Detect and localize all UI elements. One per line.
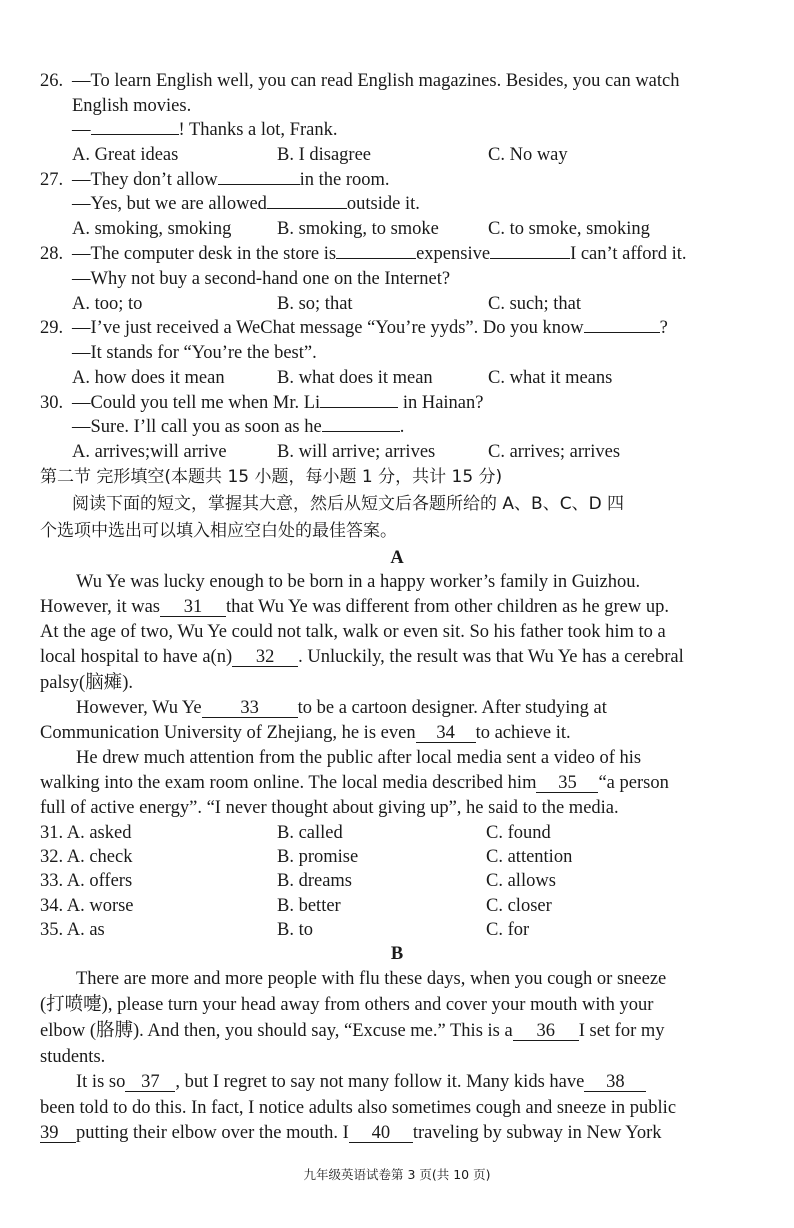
option-b: B. will arrive; arrives bbox=[277, 442, 436, 462]
question-29: 29. —I’ve just received a WeChat message “You’re yyds”. Do you know ? bbox=[40, 318, 668, 338]
page-footer: 九年级英语试卷第 3 页(共 10 页) bbox=[303, 1167, 491, 1182]
section-instructions-2: 个选项中选出可以填入相应空白处的最佳答案。 bbox=[40, 521, 397, 541]
option-c: C. such; that bbox=[488, 294, 582, 314]
passage-b-line: students. bbox=[40, 1047, 106, 1067]
question-30: 30. —Could you tell me when Mr. Li in Hainan? bbox=[40, 393, 484, 413]
cloze-blank-35: 35 bbox=[536, 774, 598, 793]
option-a: A. smoking, smoking bbox=[72, 219, 232, 239]
answer-blank bbox=[322, 431, 400, 432]
section-title: 第二节 完形填空(本题共 15 小题，每小题 1 分，共计 15 分) bbox=[40, 467, 503, 487]
passage-b-line: (打喷嚏), please turn your head away from others and cover your mouth with your bbox=[40, 995, 654, 1015]
option-b: B. called bbox=[277, 823, 343, 843]
option-b: B. I disagree bbox=[277, 145, 372, 165]
question-27: 27. —They don’t allow in the room. bbox=[40, 170, 390, 190]
option-b: B. what does it mean bbox=[277, 368, 433, 388]
answer-blank bbox=[584, 332, 660, 333]
passage-a-line: palsy(脑瘫). bbox=[40, 673, 133, 693]
option-b: B. smoking, to smoke bbox=[277, 219, 439, 239]
option-c: C. No way bbox=[488, 145, 568, 165]
cloze-blank-39: 39 bbox=[40, 1124, 76, 1143]
question-26-line3: — ! Thanks a lot, Frank. bbox=[72, 120, 338, 140]
question-29-line2: —It stands for “You’re the best”. bbox=[72, 343, 317, 363]
cloze-blank-33: 33 bbox=[202, 699, 298, 718]
question-28: 28. —The computer desk in the store is expensive I can’t afford it. bbox=[40, 244, 687, 264]
passage-b-line: It is so 37 , but I regret to say not many follow it. Many kids have 38 bbox=[76, 1071, 646, 1093]
passage-a-line: However, Wu Ye 33 to be a cartoon designer. After studying at bbox=[76, 698, 607, 718]
answer-blank bbox=[267, 208, 347, 209]
option-c: C. to smoke, smoking bbox=[488, 219, 650, 239]
option-b: B. promise bbox=[277, 847, 359, 867]
passage-b-line: 39 putting their elbow over the mouth. I 40 traveling by subway in New York bbox=[40, 1123, 662, 1143]
option-a: A. how does it mean bbox=[72, 368, 225, 388]
cloze-blank-38: 38 bbox=[584, 1073, 646, 1092]
option-c: C. arrives; arrives bbox=[488, 442, 621, 462]
option-c: C. closer bbox=[486, 896, 552, 916]
answer-blank bbox=[218, 184, 300, 185]
passage-b-line: elbow (胳膊). And then, you should say, “Excuse me.” This is a 36 I set for my bbox=[40, 1021, 665, 1041]
cloze-blank-37: 37 bbox=[125, 1073, 175, 1092]
passage-a-line: However, it was 31 that Wu Ye was different from other children as he grew up. bbox=[40, 597, 669, 617]
cloze-blank-31: 31 bbox=[160, 598, 226, 617]
option-a: 32. A. check bbox=[40, 847, 133, 867]
cloze-blank-40: 40 bbox=[349, 1124, 413, 1143]
section-instructions: 阅读下面的短文，掌握其大意，然后从短文后各题所给的 A、B、C、D 四 bbox=[72, 494, 625, 514]
option-b: B. to bbox=[277, 920, 313, 940]
option-c: C. found bbox=[486, 823, 551, 843]
cloze-blank-32: 32 bbox=[232, 648, 298, 667]
cloze-blank-34: 34 bbox=[416, 724, 476, 743]
question-27-line2: —Yes, but we are allowed outside it. bbox=[72, 194, 420, 214]
option-a: 31. A. asked bbox=[40, 823, 132, 843]
passage-a-heading: A bbox=[390, 548, 404, 568]
passage-a-line: He drew much attention from the public after local media sent a video of his bbox=[76, 748, 642, 768]
cloze-blank-36: 36 bbox=[513, 1022, 579, 1041]
option-a: A. Great ideas bbox=[72, 145, 179, 165]
answer-blank bbox=[91, 134, 179, 135]
option-c: C. allows bbox=[486, 871, 556, 891]
answer-blank bbox=[320, 407, 398, 408]
passage-b-line: been told to do this. In fact, I notice adults also sometimes cough and sneeze in public bbox=[40, 1098, 677, 1118]
option-c: C. what it means bbox=[488, 368, 613, 388]
option-b: B. so; that bbox=[277, 294, 353, 314]
question-26: 26. —To learn English well, you can read English magazines. Besides, you can watch bbox=[40, 71, 680, 91]
option-c: C. attention bbox=[486, 847, 573, 867]
option-a: A. arrives;will arrive bbox=[72, 442, 227, 462]
answer-blank bbox=[336, 258, 416, 259]
question-28-line2: —Why not buy a second-hand one on the Internet? bbox=[72, 269, 451, 289]
answer-blank bbox=[490, 258, 570, 259]
option-a: 35. A. as bbox=[40, 920, 105, 940]
question-26-line2: English movies. bbox=[72, 96, 192, 116]
option-a: A. too; to bbox=[72, 294, 143, 314]
passage-a-line: At the age of two, Wu Ye could not talk, walk or even sit. So his father took him to a bbox=[40, 622, 666, 642]
passage-a-line: full of active energy”. “I never thought about giving up”, he said to the media. bbox=[40, 798, 619, 818]
passage-a-line: Wu Ye was lucky enough to be born in a happy worker’s family in Guizhou. bbox=[76, 572, 641, 592]
option-b: B. better bbox=[277, 896, 341, 916]
question-30-line2: —Sure. I’ll call you as soon as he . bbox=[72, 417, 405, 437]
passage-b-line: There are more and more people with flu these days, when you cough or sneeze bbox=[76, 969, 667, 989]
passage-b-heading: B bbox=[390, 944, 404, 964]
passage-a-line: walking into the exam room online. The local media described him 35 “a person bbox=[40, 773, 669, 793]
passage-a-line: local hospital to have a(n) 32 . Unluckily, the result was that Wu Ye has a cerebral bbox=[40, 647, 684, 667]
option-b: B. dreams bbox=[277, 871, 353, 891]
passage-a-line: Communication University of Zhejiang, he is even 34 to achieve it. bbox=[40, 723, 571, 743]
option-a: 33. A. offers bbox=[40, 871, 133, 891]
option-c: C. for bbox=[486, 920, 530, 940]
option-a: 34. A. worse bbox=[40, 896, 134, 916]
